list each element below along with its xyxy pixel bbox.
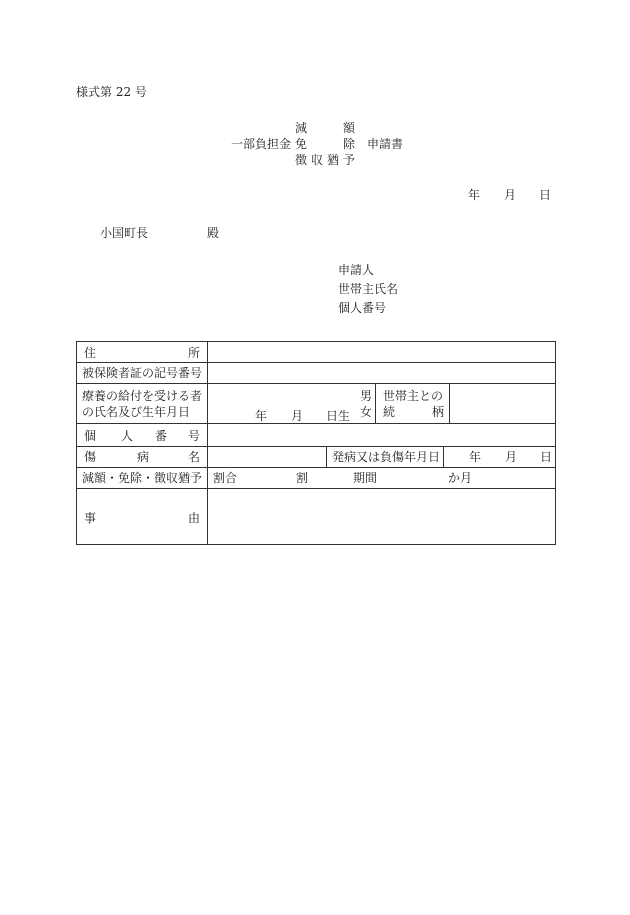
- period-label: 期間: [353, 471, 378, 485]
- row-divider: [77, 467, 555, 468]
- relation-label-line1: 世帯主との: [383, 389, 444, 403]
- onset-date-label: 発病又は負傷年月日: [332, 450, 441, 464]
- personal-number-field[interactable]: [208, 424, 555, 446]
- title-prefix: 一部負担金: [231, 137, 292, 151]
- onset-day-label: 日: [540, 450, 553, 464]
- column-divider: [443, 446, 444, 467]
- date-year: 年: [468, 188, 481, 202]
- onset-year-label: 年: [469, 450, 482, 464]
- applicant-personal-number-label: 個人番号: [338, 301, 387, 315]
- reason-label-1: 事: [84, 511, 97, 525]
- personal-number-label-4: 号: [188, 429, 201, 443]
- measure-label: 減額・免除・徴収猶予: [82, 471, 203, 485]
- period-unit: か月: [448, 471, 473, 485]
- applicant-label: 申請人: [338, 263, 375, 277]
- title-option-exempt-2: 除: [343, 137, 356, 151]
- insurance-number-field[interactable]: [208, 363, 555, 383]
- column-divider: [326, 446, 327, 467]
- reason-label-2: 由: [188, 511, 201, 525]
- disease-name-label-1: 傷: [84, 450, 97, 464]
- personal-number-label-2: 人: [121, 429, 134, 443]
- title-option-defer-1: 徴: [295, 153, 308, 167]
- disease-name-field[interactable]: [208, 447, 325, 467]
- disease-name-label-2: 病: [137, 450, 150, 464]
- applicant-householder-label: 世帯主氏名: [338, 282, 399, 296]
- column-divider: [375, 383, 376, 423]
- application-form-table: [76, 341, 556, 545]
- personal-number-label-1: 個: [84, 429, 97, 443]
- form-number: 様式第 22 号: [76, 85, 147, 99]
- title-option-defer-2: 収: [311, 153, 324, 167]
- birth-month-label: 月: [291, 409, 304, 423]
- addressee-name: 小国町長: [100, 226, 149, 240]
- personal-number-label-3: 番: [155, 429, 168, 443]
- disease-name-label-3: 名: [188, 450, 201, 464]
- date-month: 月: [504, 188, 517, 202]
- ratio-label: 割合: [213, 471, 238, 485]
- sex-female-option[interactable]: 女: [360, 405, 373, 419]
- insurance-number-label: 被保険者証の記号番号: [82, 366, 203, 380]
- recipient-label-line1: 療養の給付を受ける者: [82, 389, 203, 403]
- relation-label-line2-b: 柄: [432, 405, 445, 419]
- birth-year-label: 年: [255, 409, 268, 423]
- relation-field[interactable]: [450, 384, 555, 423]
- recipient-label-line2: の氏名及び生年月日: [82, 405, 191, 419]
- address-label-1: 住: [84, 346, 97, 360]
- title-option-reduce-2: 額: [343, 121, 356, 135]
- date-day: 日: [539, 188, 552, 202]
- birth-day-label: 日生: [326, 409, 351, 423]
- reason-field[interactable]: [208, 489, 555, 544]
- ratio-unit: 割: [296, 471, 309, 485]
- addressee-honorific: 殿: [207, 226, 220, 240]
- title-option-defer-4: 予: [343, 153, 356, 167]
- sex-male-option[interactable]: 男: [360, 389, 373, 403]
- title-option-reduce-1: 減: [295, 121, 308, 135]
- title-suffix: 申請書: [367, 137, 404, 151]
- onset-month-label: 月: [505, 450, 518, 464]
- address-label-2: 所: [188, 346, 201, 360]
- address-field[interactable]: [208, 342, 555, 362]
- relation-label-line2-a: 続: [383, 405, 396, 419]
- title-option-defer-3: 猶: [327, 153, 340, 167]
- title-option-exempt-1: 免: [295, 137, 308, 151]
